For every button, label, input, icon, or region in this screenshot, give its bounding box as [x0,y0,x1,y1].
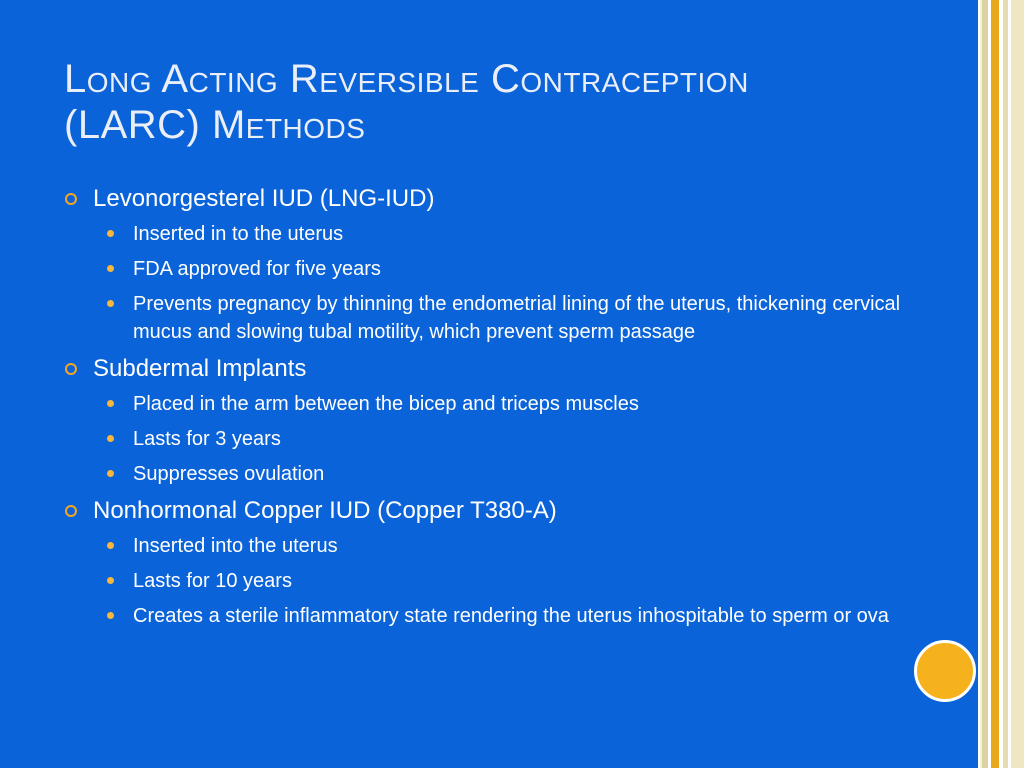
section-items [105,390,924,488]
decorative-circle-icon [914,640,976,702]
dot-bullet-icon [107,400,114,407]
list-item-text: Lasts for 3 years [133,428,281,450]
list-item [105,220,924,248]
dot-bullet-icon [107,612,114,619]
list-item [105,460,924,488]
dot-bullet-icon [107,230,114,237]
slide-title-line-2: (LARC) Methods [64,103,366,147]
list-item [105,255,924,283]
list-item-text: Placed in the arm between the bicep and triceps muscles [133,393,639,415]
list-item-text: Lasts for 10 years [133,570,292,592]
decorative-stripe [991,0,999,768]
dot-bullet-icon [107,542,114,549]
dot-bullet-icon [107,577,114,584]
list-item-text: Prevents pregnancy by thinning the endometrial lining of the uterus, thickening cervical mucus and slowing tubal motility, which prevent sperm passage [133,293,901,343]
section-items [105,220,924,346]
section-heading-text: Nonhormonal Copper IUD (Copper T380-A) [93,497,557,524]
section-heading [64,184,924,214]
ring-bullet-icon [65,363,77,375]
section-heading-text: Levonorgesterel IUD (LNG-IUD) [93,185,435,212]
decorative-stripe [1011,0,1024,768]
slide-title-line-1: Long Acting Reversible Contraception [64,57,749,101]
list-item-text: Suppresses ovulation [133,463,325,485]
list-item [105,567,924,595]
list-item-text: Creates a sterile inflammatory state rendering the uterus inhospitable to sperm or ova [133,605,889,627]
dot-bullet-icon [107,300,114,307]
list-item-text: Inserted in to the uterus [133,223,344,245]
dot-bullet-icon [107,435,114,442]
section-heading-text: Subdermal Implants [93,355,307,382]
list-item [105,390,924,418]
list-item [105,602,924,630]
slide-content [64,184,924,638]
list-item [105,532,924,560]
dot-bullet-icon [107,265,114,272]
list-item-text: Inserted into the uterus [133,535,338,557]
ring-bullet-icon [65,193,77,205]
section-heading [64,496,924,526]
slide-title [64,56,944,148]
ring-bullet-icon [65,505,77,517]
section-heading [64,354,924,384]
section-items [105,532,924,630]
list-item-text: FDA approved for five years [133,258,381,280]
list-item [105,290,924,346]
dot-bullet-icon [107,470,114,477]
list-item [105,425,924,453]
